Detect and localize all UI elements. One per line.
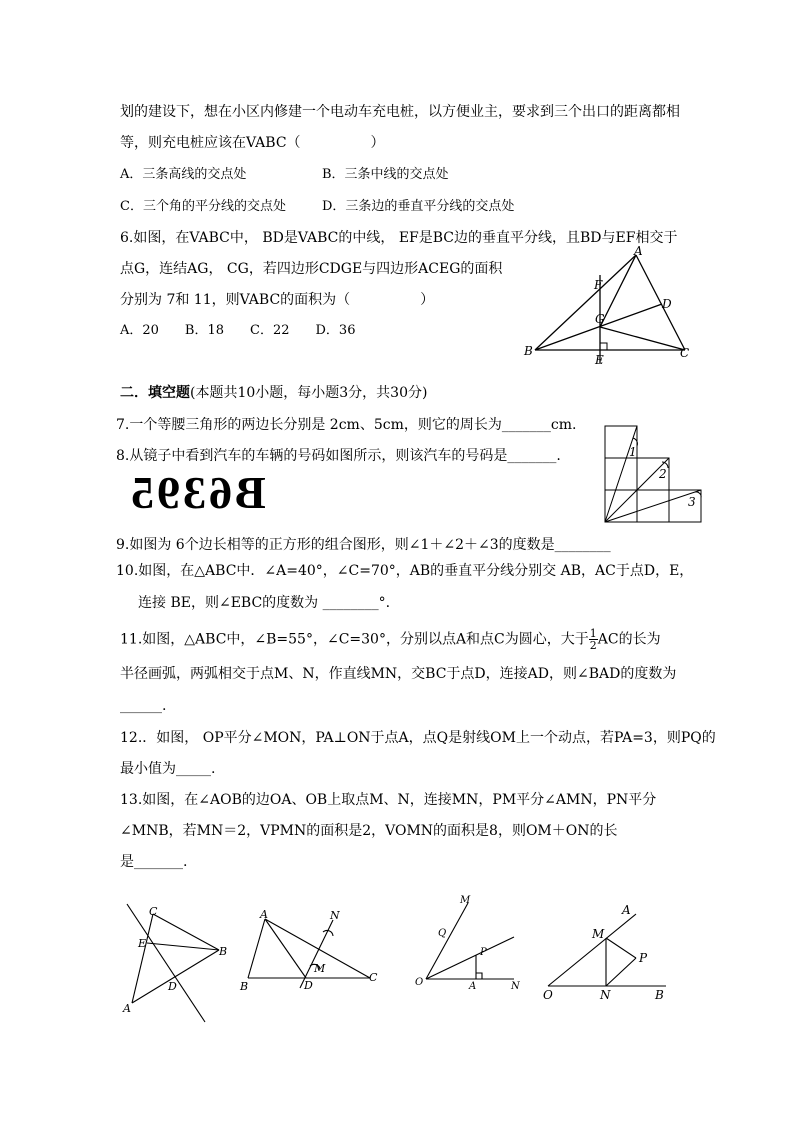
fig12-label-m: M <box>460 895 471 906</box>
section2-heading: 二．填空题 <box>120 385 190 401</box>
fig10-label-d: D <box>168 980 177 993</box>
q5-option-d: D．三条边的垂直平分线的交点处 <box>322 199 515 214</box>
q5-option-c: C．三个角的平分线的交点处 <box>120 199 286 214</box>
fig13-label-a: A <box>622 903 631 917</box>
q6-line1: 6.如图，在VABC中， BD是VABC的中线， EF是BC边的垂直平分线，且BD与EF相交于 <box>120 230 678 246</box>
q13-line2: ∠MNB，若MN＝2，VPMN的面积是2，VOMN的面积是8，则OM＋ON的长 <box>120 823 618 839</box>
q11-figure <box>238 906 383 996</box>
q7-text: 7.一个等腰三角形的两边长分别是 2cm、5cm，则它的周长为_______cm. <box>116 417 577 433</box>
frac-numerator: 1 <box>589 627 597 640</box>
fig12-label-o: O <box>415 977 424 988</box>
q10-line2: 连接 BE，则∠EBC的度数为 ________°. <box>138 595 391 611</box>
section2-desc: (本题共10小题，每小题3分，共30分) <box>190 385 428 401</box>
fig10-label-c: C <box>149 905 158 918</box>
fig10-label-b: B <box>219 945 228 958</box>
q11-line2: 半径画弧，两弧相交于点M、N，作直线MN，交BC于点D，连接AD，则∠BAD的度数为 <box>120 666 677 682</box>
q10-line1: 10.如图，在△ABC中．∠A=40°，∠C=70°，AB的垂直平分线分别交 AB，AC于点D，E， <box>116 563 694 579</box>
q6-line3: 分别为 7和 11，则VABC的面积为（ ） <box>120 292 435 308</box>
fig11-label-b: B <box>240 980 249 993</box>
fig13-label-o: O <box>543 988 553 1002</box>
q5-line2: 等，则充电桩应该在VABC（ ） <box>120 135 385 151</box>
q11-line1 <box>120 628 661 651</box>
mirrored-license-plate: B6395 <box>128 467 266 518</box>
q11-line3: ______. <box>120 698 167 714</box>
q12-line2: 最小值为_____. <box>120 761 216 777</box>
fig6-label-b: B <box>524 344 533 358</box>
q12-figure <box>410 893 530 993</box>
section2-heading-row <box>120 384 427 402</box>
fig6-label-c: C <box>680 346 690 360</box>
fig6-label-f: F <box>594 278 603 292</box>
fig12-label-n: N <box>511 981 520 992</box>
q5-option-a: A．三条高线的交点处 <box>120 167 247 182</box>
q13-line3: 是_______. <box>120 854 188 870</box>
fig13-label-p: P <box>639 951 648 965</box>
fig11-label-n: N <box>330 909 340 922</box>
q13-figure <box>540 900 680 1010</box>
q5-line1: 划的建设下，想在小区内修建一个电动车充电桩，以方便业主，要求到三个出口的距离都相 <box>120 104 680 120</box>
fig13-label-b: B <box>655 988 664 1002</box>
fig11-label-a: A <box>260 908 268 921</box>
fig11-label-d: D <box>304 979 313 992</box>
fig6-label-g: G <box>595 312 605 326</box>
fig9-angle-2: 2 <box>659 467 667 481</box>
q6-options: A．20 B．18 C．22 D．36 <box>120 323 356 338</box>
q6-line2: 点G，连结AG， CG，若四边形CDGE与四边形ACEG的面积 <box>120 261 503 277</box>
fig12-label-q: Q <box>438 928 447 939</box>
fig11-label-m: M <box>314 962 326 975</box>
one-half-fraction <box>589 628 598 651</box>
fig11-label-c: C <box>369 971 378 984</box>
fig12-label-a: A <box>469 981 477 992</box>
fig13-label-m: M <box>592 927 605 941</box>
q9-squares-figure <box>600 422 706 524</box>
frac-denominator: 2 <box>589 639 597 652</box>
fig12-label-p: P <box>480 947 487 958</box>
fig9-angle-3: 3 <box>688 495 696 509</box>
q9-text: 9.如图为 6个边长相等的正方形的组合图形，则∠1＋∠2＋∠3的度数是________ <box>116 537 611 553</box>
q5-option-b: B．三条中线的交点处 <box>322 167 449 182</box>
q11-line1b: AC的长为 <box>597 631 661 648</box>
fig10-label-e: E <box>138 937 147 950</box>
fig9-angle-1: 1 <box>629 445 637 459</box>
q11-line1a: 11.如图，△ABC中，∠B=55°，∠C=30°，分别以点A和点C为圆心，大于 <box>120 631 589 648</box>
fig6-label-d: D <box>662 297 672 311</box>
q12-line1: 12.．如图， OP平分∠MON，PA⊥ON于点A，点Q是射线OM上一个动点，若PA=3，则PQ的 <box>120 730 716 746</box>
q6-figure <box>510 245 700 370</box>
fig10-label-a: A <box>123 1002 131 1015</box>
fig6-label-e: E <box>595 353 604 367</box>
q13-line1: 13.如图，在∠AOB的边OA、OB上取点M、N，连接MN，PM平分∠AMN，PN平分 <box>120 792 657 808</box>
q8-text: 8.从镜子中看到汽车的车辆的号码如图所示，则该汽车的号码是_______. <box>116 448 561 464</box>
fig6-label-a: A <box>634 245 643 258</box>
fig13-label-n: N <box>600 988 611 1002</box>
q10-figure <box>115 900 230 1025</box>
